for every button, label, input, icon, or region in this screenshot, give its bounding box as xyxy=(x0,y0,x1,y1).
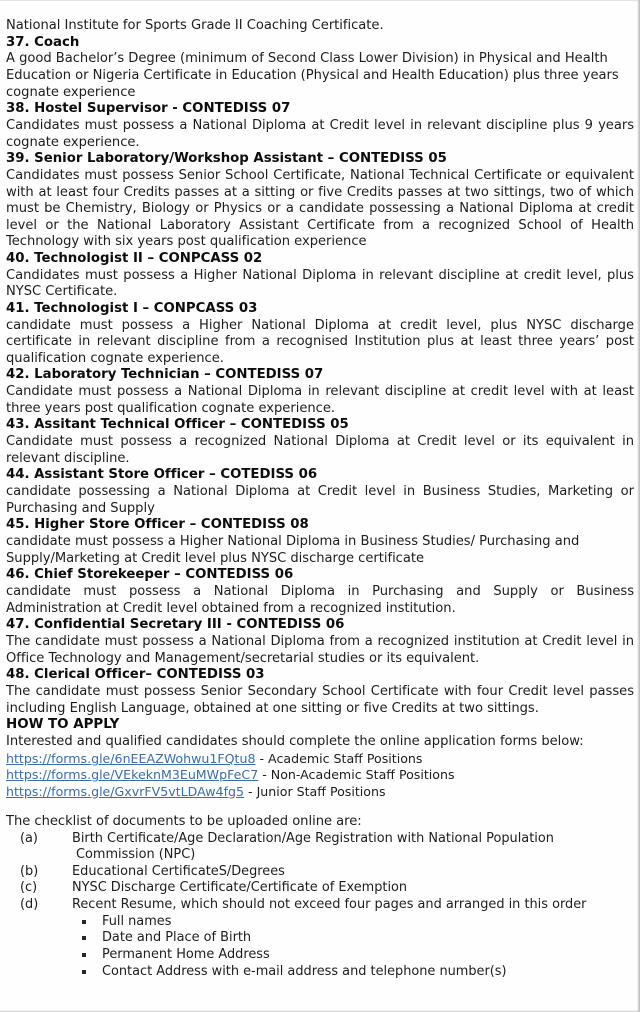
position-body-47: The candidate must possess a National Diploma from a recognized institution at Credit level in Office Technology and Management/secretarial studies or its equivalent. xyxy=(6,634,634,666)
position-body-41: candidate must possess a Higher National Diploma at credit level, plus NYSC discharge certificate in relevant discipline from a recognised Institution plus at least three years’ post qualification cognate experience. xyxy=(6,317,634,366)
list-item-label: Full names xyxy=(102,913,172,929)
scan-edge-top xyxy=(0,0,640,1)
checklist-item xyxy=(6,831,634,864)
application-link-junior[interactable]: https://forms.gle/GxvrFV5vtLDAw4fg5 xyxy=(6,783,245,799)
checklist-intro: The checklist of documents to be uploaded online are: xyxy=(6,813,362,829)
checklist-text: Birth Certificate/Age Declaration/Age Registration with National Population Commission (NPC) xyxy=(72,830,554,863)
application-link-non-academic-line xyxy=(6,767,634,783)
how-to-apply-heading: HOW TO APPLY xyxy=(6,717,120,733)
checklist-text: Educational CertificateS/Degrees xyxy=(72,863,285,879)
position-heading-39: 39. Senior Laboratory/Workshop Assistant – CONTEDISS 05 xyxy=(6,151,447,167)
checklist-marker: (d) xyxy=(20,896,39,912)
spacer-before-checklist xyxy=(6,800,634,814)
checklist-marker: (b) xyxy=(20,863,39,879)
position-body-46: candidate must possess a National Diploma in Purchasing and Supply or Business Administration at Credit level obtained from a recognized institution. xyxy=(6,584,634,616)
application-link-academic[interactable]: https://forms.gle/6nEEAZWohwu1FQtu8 xyxy=(6,750,256,766)
list-item xyxy=(6,930,634,947)
checklist-items xyxy=(6,831,634,914)
position-heading-43: 43. Assitant Technical Officer – CONTEDISS 05 xyxy=(6,417,349,433)
position-body-43: Candidate must possess a recognized National Diploma at Credit level or its equivalent in relevant discipline. xyxy=(6,434,634,466)
resume-order-list xyxy=(6,914,634,981)
position-body-42: Candidate must possess a National Diploma in relevant discipline at credit level with at least three years post qualification cognate experience. xyxy=(6,384,634,416)
square-bullet-icon xyxy=(82,953,86,957)
square-bullet-icon xyxy=(82,920,86,924)
position-heading-41: 41. Technologist I – CONPCASS 03 xyxy=(6,300,258,316)
position-heading-37: 37. Coach xyxy=(6,34,80,50)
position-heading-40: 40. Technologist II – CONPCASS 02 xyxy=(6,250,263,266)
position-heading-45: 45. Higher Store Officer – CONTEDISS 08 xyxy=(6,517,309,533)
checklist-text: Recent Resume, which should not exceed four pages and arranged in this order xyxy=(72,896,587,912)
position-heading-42: 42. Laboratory Technician – CONTEDISS 07 xyxy=(6,367,324,383)
checklist-marker: (c) xyxy=(20,880,38,896)
application-link-junior-suffix: - Junior Staff Positions xyxy=(244,783,386,799)
how-to-apply-instruction: Interested and qualified candidates should complete the online application forms below: xyxy=(6,734,584,750)
position-body-37: A good Bachelor’s Degree (minimum of Second Class Lower Division) in Physical and Health Education or Nigeria Certificate in Education (Physical and Health Education) plus three years cognate experience xyxy=(6,51,619,100)
application-link-junior-line xyxy=(6,784,634,800)
application-link-non-academic[interactable]: https://forms.gle/VEkeknM3EuMWpFeC7 xyxy=(6,767,259,783)
checklist-item xyxy=(6,880,634,897)
checklist-text: NYSC Discharge Certificate/Certificate of Exemption xyxy=(72,880,408,896)
application-link-non-academic-suffix: - Non-Academic Staff Positions xyxy=(258,767,455,783)
position-body-38: Candidates must possess a National Diploma at Credit level in relevant discipline plus 9 years cognate experience. xyxy=(6,117,634,150)
list-item-label: Permanent Home Address xyxy=(102,947,270,963)
position-body-44: candidate possessing a National Diploma at Credit level in Business Studies, Marketing or Purchasing and Supply xyxy=(6,484,634,516)
application-link-academic-suffix: - Academic Staff Positions xyxy=(255,750,423,766)
list-item-label: Date and Place of Birth xyxy=(102,930,252,946)
square-bullet-icon xyxy=(82,936,86,940)
position-heading-48: 48. Clerical Officer– CONTEDISS 03 xyxy=(6,667,265,683)
checklist-item xyxy=(6,897,634,914)
position-heading-46: 46. Chief Storekeeper – CONTEDISS 06 xyxy=(6,567,294,583)
list-item xyxy=(6,947,634,964)
square-bullet-icon xyxy=(82,970,86,974)
position-heading-44: 44. Assistant Store Officer – COTEDISS 06 xyxy=(6,467,318,483)
position-body-48: The candidate must possess Senior Secondary School Certificate with four Credit level passes including English Language, obtained at one sitting or five Credits at two sittings. xyxy=(6,684,634,716)
application-link-academic-line xyxy=(6,751,634,767)
position-heading-47: 47. Confidential Secretary III - CONTEDISS 06 xyxy=(6,617,345,633)
list-item xyxy=(6,914,634,931)
checklist-marker: (a) xyxy=(20,830,38,846)
position-body-39: Candidates must possess Senior School Certificate, National Technical Certificate or equivalent with at least four Credits passes at a sitting or five Credits passes at two sittings, two of which must be Chemistry, Biology or Physics or a candidate possessing a National Diploma at credit level or the National Laboratory Assistant Certificate from a recognized School of Health Technology with six years post qualification experience xyxy=(6,167,634,250)
position-body-45: candidate must possess a Higher National Diploma in Business Studies/ Purchasing and Supply/Marketing at Credit level plus NYSC discharge certificate xyxy=(6,534,580,566)
checklist-item xyxy=(6,864,634,881)
list-item xyxy=(6,964,634,981)
position-heading-38: 38. Hostel Supervisor - CONTEDISS 07 xyxy=(6,101,291,117)
intro-line: National Institute for Sports Grade II Coaching Certificate. xyxy=(6,18,384,33)
position-body-40: Candidates must possess a Higher National Diploma in relevant discipline at credit level, plus NYSC Certificate. xyxy=(6,267,634,300)
list-item-label: Contact Address with e-mail address and telephone number(s) xyxy=(102,963,507,979)
